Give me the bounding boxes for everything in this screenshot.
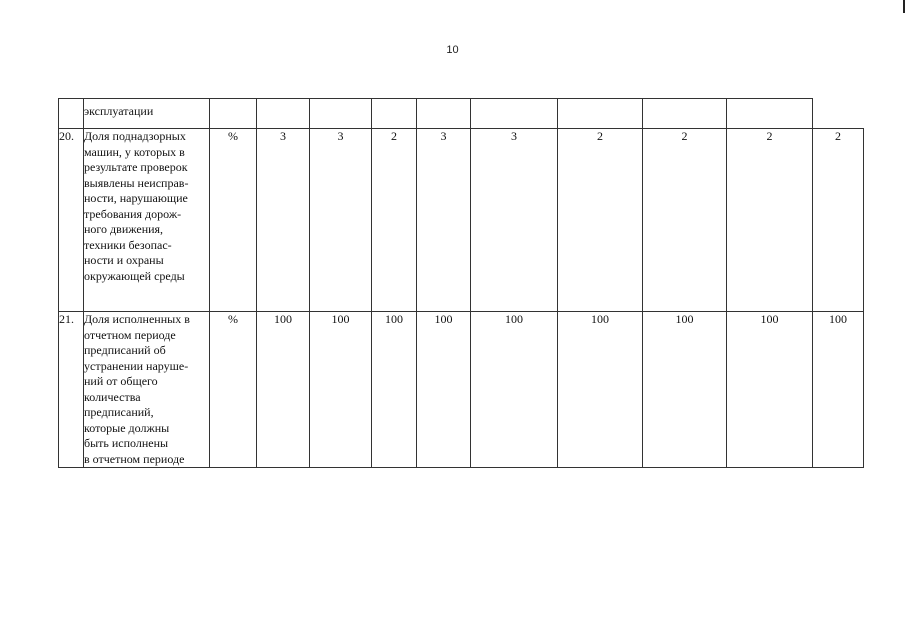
cell-unit: % <box>210 312 257 468</box>
name-line: которые должны <box>84 420 170 435</box>
cell-num <box>59 99 84 129</box>
cell-indicator-name <box>84 312 210 468</box>
name-line: устранении наруше- <box>84 358 189 373</box>
name-line: количества <box>84 389 141 404</box>
table-row <box>59 312 864 468</box>
name-line: Доля исполненных в <box>84 312 190 326</box>
cell-value: 2 <box>372 129 417 312</box>
cell-value: 100 <box>372 312 417 468</box>
cell-value: 3 <box>417 129 471 312</box>
name-line: предписаний, <box>84 405 154 419</box>
name-line: техники безопас- <box>84 237 172 252</box>
cell-value: 2 <box>558 129 643 312</box>
name-line: требования дорож- <box>84 206 182 221</box>
name-line: выявлены неисправ- <box>84 175 189 190</box>
indicators-table <box>58 98 864 468</box>
cell-value: 3 <box>310 129 372 312</box>
cell-value: 100 <box>727 312 813 468</box>
name-line: ний от общего <box>84 374 158 388</box>
name-line: результате проверок <box>84 160 188 174</box>
cell-value <box>257 99 310 129</box>
cell-value: 2 <box>727 129 813 312</box>
name-line: ности и охраны <box>84 253 164 267</box>
cell-indicator-name <box>84 99 210 129</box>
cell-value: 100 <box>813 312 864 468</box>
name-line: эксплуатации <box>84 104 154 118</box>
cell-value: 3 <box>257 129 310 312</box>
cell-unit <box>210 99 257 129</box>
cell-value: 100 <box>257 312 310 468</box>
page-number: 10 <box>446 44 459 56</box>
cell-value: 100 <box>417 312 471 468</box>
name-line: предписаний об <box>84 343 166 357</box>
cell-value <box>727 99 813 129</box>
cell-num: 21. <box>59 312 84 468</box>
table-row-continuation <box>59 99 864 129</box>
cell-value <box>417 99 471 129</box>
table-row <box>59 129 864 312</box>
cell-unit: % <box>210 129 257 312</box>
cell-value: 100 <box>310 312 372 468</box>
cell-value <box>310 99 372 129</box>
name-line: ности, нарушающие <box>84 191 188 205</box>
cell-num: 20. <box>59 129 84 312</box>
name-line: отчетном периоде <box>84 327 176 342</box>
name-line: в отчетном периоде <box>84 451 185 466</box>
cell-value <box>558 99 643 129</box>
cell-value: 100 <box>643 312 727 468</box>
cell-value: 2 <box>643 129 727 312</box>
name-line: ного движения, <box>84 222 164 236</box>
name-line: окружающей среды <box>84 268 185 283</box>
cell-value: 100 <box>471 312 558 468</box>
cell-value <box>372 99 417 129</box>
cell-value: 2 <box>813 129 864 312</box>
cell-value: 3 <box>471 129 558 312</box>
name-line: быть исполнены <box>84 436 169 450</box>
cell-value <box>643 99 727 129</box>
name-line: машин, у которых в <box>84 144 185 159</box>
cell-value: 100 <box>558 312 643 468</box>
cell-value <box>471 99 558 129</box>
cell-indicator-name <box>84 129 210 312</box>
name-line: Доля поднадзорных <box>84 129 186 143</box>
